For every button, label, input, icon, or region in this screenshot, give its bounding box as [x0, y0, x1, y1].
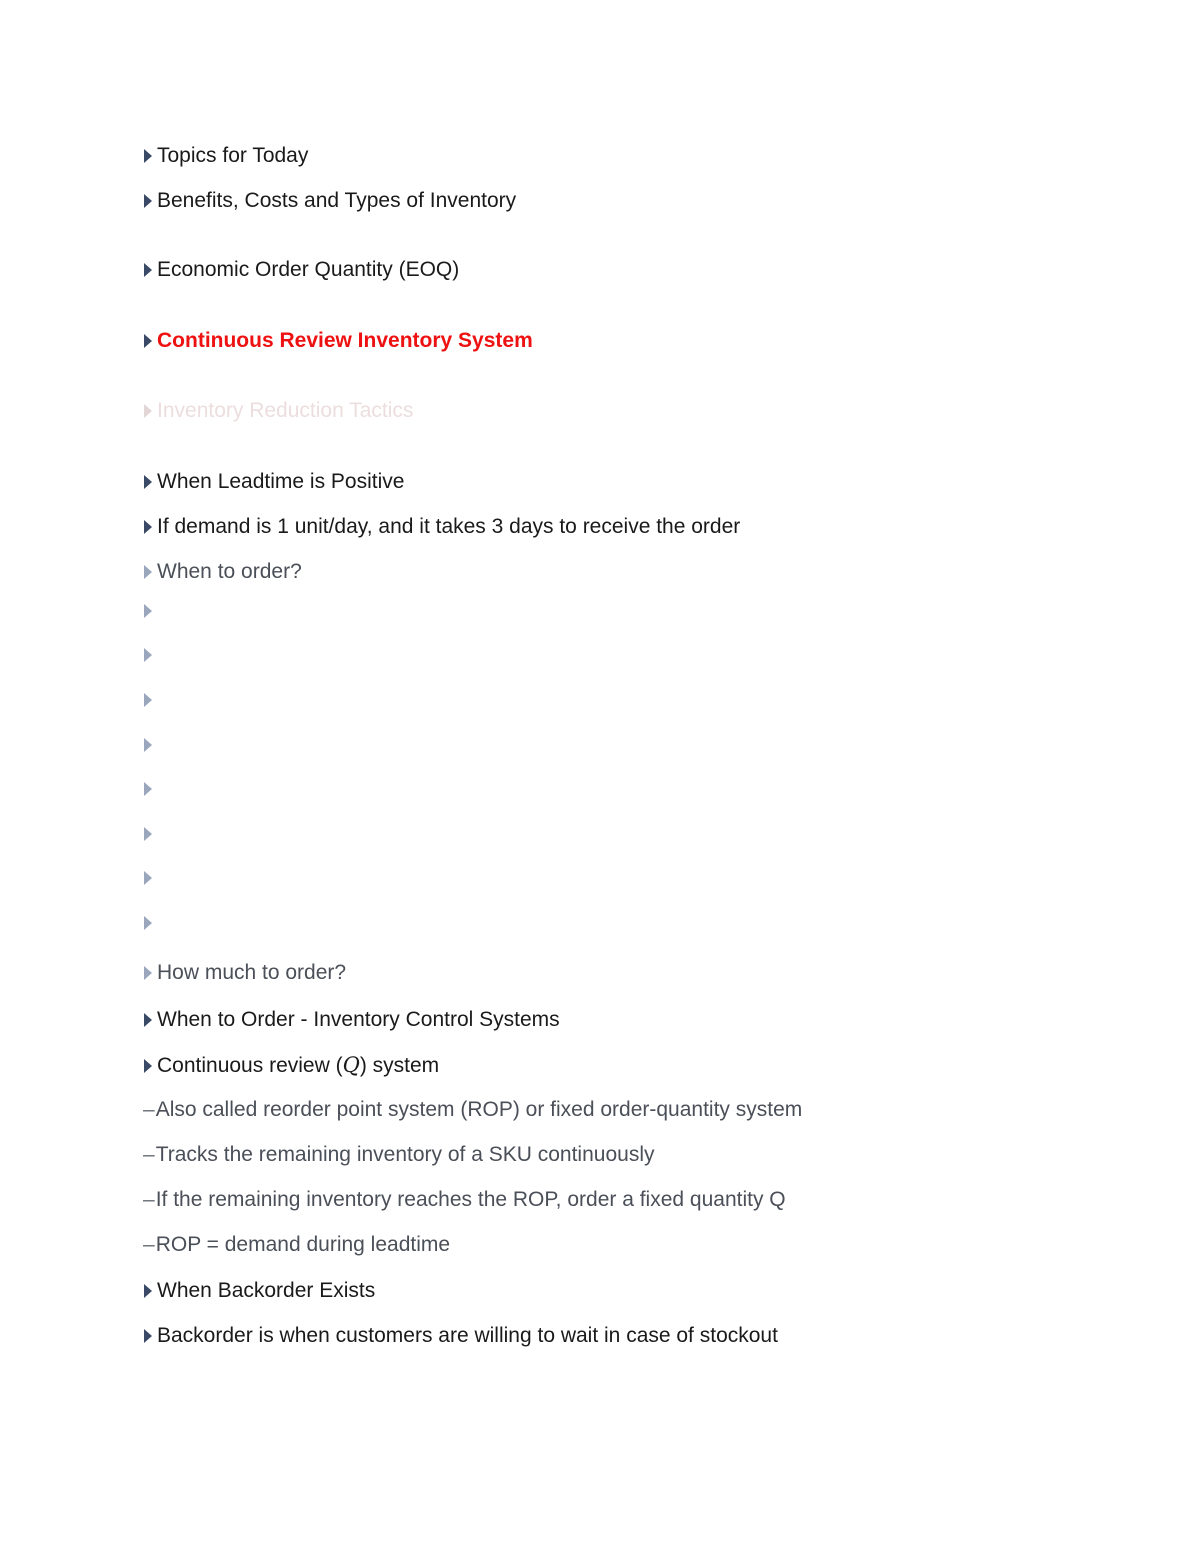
bullet-line-faded	[141, 398, 413, 424]
sub-line	[141, 1232, 450, 1258]
triangle-bullet-icon	[144, 871, 152, 885]
dash-icon: –	[143, 1233, 155, 1256]
line-text	[157, 1052, 439, 1079]
q-variable: Q	[342, 1053, 360, 1077]
triangle-bullet-icon	[144, 827, 152, 841]
empty-bullet-line	[141, 648, 157, 662]
dash-icon: –	[143, 1098, 155, 1121]
triangle-bullet-icon	[144, 263, 152, 277]
triangle-bullet-icon	[144, 782, 152, 796]
triangle-bullet-icon	[144, 1013, 152, 1027]
empty-bullet-line	[141, 782, 157, 796]
bullet-line-highlighted	[141, 328, 533, 354]
bullet-line	[141, 1323, 778, 1349]
line-text: Tracks the remaining inventory of a SKU continuously	[155, 1143, 655, 1166]
sub-line	[141, 1142, 654, 1168]
triangle-bullet-icon	[144, 565, 152, 579]
line-text: Continuous Review Inventory System	[157, 329, 533, 352]
triangle-bullet-icon	[144, 738, 152, 752]
triangle-bullet-icon	[144, 1329, 152, 1343]
bullet-line	[141, 143, 308, 169]
triangle-bullet-icon	[144, 149, 152, 163]
bullet-line	[141, 188, 516, 214]
line-text: Topics for Today	[157, 144, 309, 167]
triangle-bullet-icon	[144, 693, 152, 707]
bullet-line	[141, 469, 404, 495]
line-text-part: Continuous review (	[157, 1054, 343, 1077]
dash-icon: –	[143, 1143, 155, 1166]
bullet-line	[141, 257, 459, 283]
empty-bullet-line	[141, 604, 157, 618]
bullet-line	[141, 514, 740, 540]
triangle-bullet-icon	[144, 520, 152, 534]
triangle-bullet-icon	[144, 916, 152, 930]
triangle-bullet-icon	[144, 475, 152, 489]
bullet-line	[141, 1278, 375, 1304]
sub-line	[141, 1097, 802, 1123]
line-text: Economic Order Quantity (EOQ)	[157, 258, 460, 281]
triangle-bullet-icon	[144, 194, 152, 208]
bullet-line	[141, 960, 346, 986]
triangle-bullet-icon	[144, 604, 152, 618]
bullet-line	[141, 1007, 560, 1033]
bullet-line	[141, 559, 302, 585]
empty-bullet-line	[141, 871, 157, 885]
triangle-bullet-icon	[144, 648, 152, 662]
triangle-bullet-icon	[144, 404, 152, 418]
line-text: ROP = demand during leadtime	[155, 1233, 451, 1256]
triangle-bullet-icon	[144, 966, 152, 980]
line-text: When Leadtime is Positive	[157, 470, 405, 493]
empty-bullet-line	[141, 916, 157, 930]
empty-bullet-line	[141, 693, 157, 707]
triangle-bullet-icon	[144, 334, 152, 348]
empty-bullet-line	[141, 738, 157, 752]
line-text: Inventory Reduction Tactics	[157, 399, 414, 422]
sub-line	[141, 1187, 786, 1213]
line-text: If the remaining inventory reaches the ROP, order a fixed quantity Q	[155, 1188, 786, 1211]
triangle-bullet-icon	[144, 1059, 152, 1073]
line-text: How much to order?	[157, 961, 347, 984]
line-text-part: ) system	[359, 1054, 440, 1077]
line-text: When to order?	[157, 560, 302, 583]
triangle-bullet-icon	[144, 1284, 152, 1298]
line-text: When Backorder Exists	[157, 1279, 376, 1302]
line-text: When to Order - Inventory Control Systems	[157, 1008, 560, 1031]
bullet-line	[141, 1052, 439, 1079]
line-text: If demand is 1 unit/day, and it takes 3 days to receive the order	[157, 515, 741, 538]
empty-bullet-line	[141, 827, 157, 841]
dash-icon: –	[143, 1188, 155, 1211]
line-text: Also called reorder point system (ROP) or fixed order-quantity system	[155, 1098, 803, 1121]
line-text: Backorder is when customers are willing to wait in case of stockout	[157, 1324, 778, 1347]
line-text: Benefits, Costs and Types of Inventory	[157, 189, 517, 212]
